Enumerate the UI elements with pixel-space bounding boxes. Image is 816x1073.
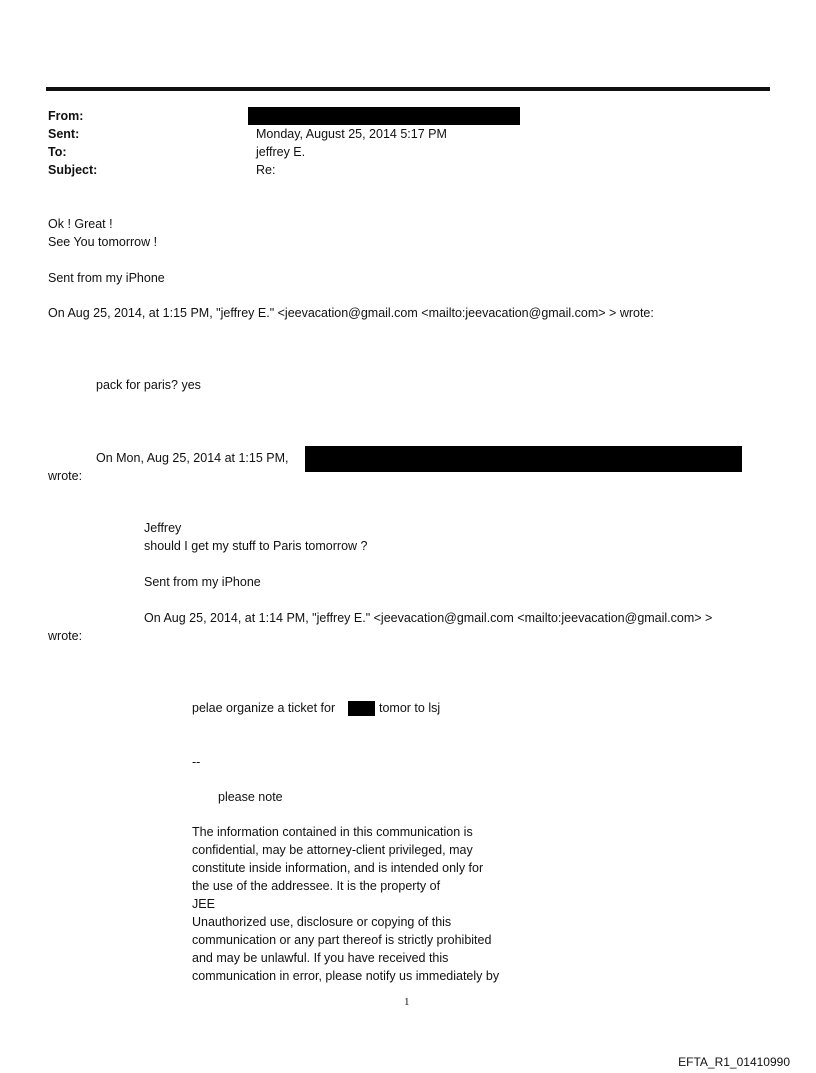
subject-label: Subject: xyxy=(48,163,98,177)
bates-number: EFTA_R1_01410990 xyxy=(678,1055,790,1069)
quote1-text: pack for paris? yes xyxy=(96,378,201,392)
disclaimer-line: communication in error, please notify us immediately by xyxy=(192,969,500,983)
subject-value: Re: xyxy=(256,163,276,177)
disclaimer-line: communication or any part thereof is strictly prohibited xyxy=(192,933,492,947)
redaction-sender xyxy=(305,446,742,472)
disclaimer-line: The information contained in this communication is xyxy=(192,825,473,839)
signature-dashes: -- xyxy=(192,755,201,769)
sent-label: Sent: xyxy=(48,127,80,141)
body-signature: Sent from my iPhone xyxy=(48,271,165,285)
quote3-text-before: pelae organize a ticket for xyxy=(192,701,336,715)
from-label: From: xyxy=(48,109,84,123)
quote2-signature: Sent from my iPhone xyxy=(144,575,261,589)
disclaimer-line: the use of the addressee. It is the property of xyxy=(192,879,441,893)
disclaimer-line: and may be unlawful. If you have received this xyxy=(192,951,449,965)
body-line-2: See You tomorrow ! xyxy=(48,235,158,249)
disclaimer-line: JEE xyxy=(192,897,215,911)
sent-value: Monday, August 25, 2014 5:17 PM xyxy=(256,127,447,141)
quote2-header: On Mon, Aug 25, 2014 at 1:15 PM, xyxy=(96,451,289,465)
quote3-text-after: tomor to lsj xyxy=(379,701,441,715)
quote2-text: should I get my stuff to Paris tomorrow ? xyxy=(144,539,368,553)
disclaimer-line: Unauthorized use, disclosure or copying of this xyxy=(192,915,452,929)
header-rule xyxy=(46,87,770,91)
quote3-header: On Aug 25, 2014, at 1:14 PM, "jeffrey E." <jeevacation@gmail.com <mailto:jeevacation@gmail.com> > xyxy=(144,611,713,625)
quote2-wrote: wrote: xyxy=(48,469,83,483)
redaction-from xyxy=(248,107,520,125)
disclaimer-line: confidential, may be attorney-client privileged, may xyxy=(192,843,473,857)
disclaimer-line: constitute inside information, and is intended only for xyxy=(192,861,484,875)
to-value: jeffrey E. xyxy=(256,145,306,159)
quote1-header: On Aug 25, 2014, at 1:15 PM, "jeffrey E." <jeevacation@gmail.com <mailto:jeevacation@gmail.com> > wrote: xyxy=(48,306,654,320)
quote3-wrote: wrote: xyxy=(48,629,83,643)
to-label: To: xyxy=(48,145,67,159)
quote2-greeting: Jeffrey xyxy=(144,521,182,535)
body-line-1: Ok ! Great ! xyxy=(48,217,113,231)
redaction-name xyxy=(348,701,375,716)
please-note: please note xyxy=(218,790,283,804)
page-number: 1 xyxy=(404,996,410,1008)
